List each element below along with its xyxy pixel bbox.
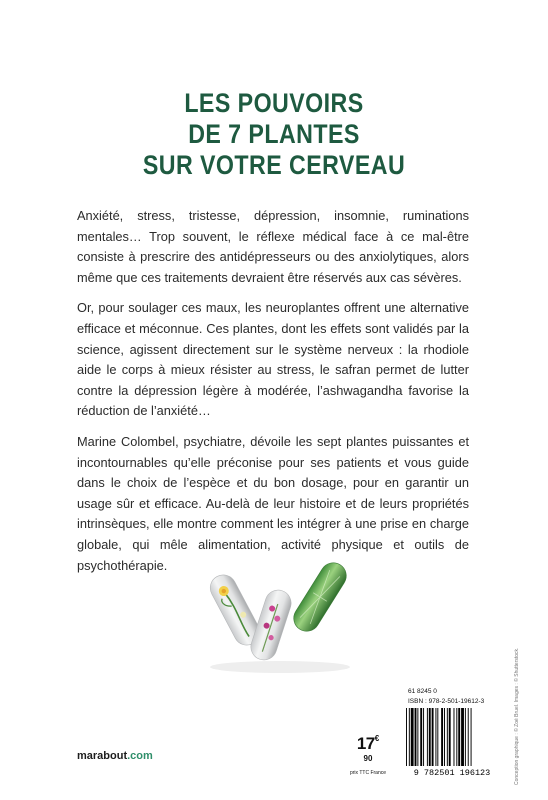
title-line-1: LES POUVOIRS [184,88,364,118]
barcode [402,706,502,778]
title-line-3: SUR VOTRE CERVEAU [142,150,406,180]
barcode-digits: 9 782501 196123 [413,768,491,778]
herbal-capsules-illustration [205,555,355,675]
title-line-2: DE 7 PLANTES [188,119,360,149]
isbn-label: ISBN : 978-2-501-19612-3 [408,698,485,705]
price-note: prix TTC France [349,770,387,776]
price-cents: 90 [363,754,373,763]
price-tag [348,734,388,776]
capsule-right [289,558,351,636]
back-cover-title [38,88,509,181]
price-currency: € [374,734,380,743]
publisher-logo [77,750,153,762]
blurb-paragraph-3: Marine Colombel, psychiatre, dévoile les sept plantes puissantes et incontournables qu’elle préconise pour ses patients et vous guide dans le choix de l’espèce et du bon dosage, pour en garantir un usage sûr et efficace. Au-delà de leur histoire et de leurs propriétés intrinsèques, elle montre comment les intégrer à une prise en charge globale, qui mêle alimentation, activité physique et outils de psychothérapie. [77,433,469,573]
publisher-suffix: .com [127,750,153,762]
blurb-paragraph-1: Anxiété, stress, tristesse, dépression, insomnie, ruminations mentales… Trop souvent, le réflexe médical face à ce mal-être consiste à prescrire des antidépresseurs ou des anxiolytiques, alors même que ces traitements devraient être réservés aux cas sévères. [77,208,469,285]
publisher-name: marabout [77,750,128,762]
price-euros: 17 [356,734,375,753]
blurb [77,206,469,586]
blurb-paragraph-2: Or, pour soulager ces maux, les neuroplantes offrent une alternative efficace et méconnue. Ces plantes, dont les effets sont validés par la science, agissent directement sur le système nerveux : la rhodiole aide le corps à mieux résister au stress, le safran permet de lutter contre la dépression légère à modérée, l’ashwagandha favorise la réduction de l’anxiété… [77,300,469,419]
image-credits: Conception graphique : © Zoé Bruel. Images : © Shutterstock. [514,647,520,785]
product-code: 61 8245 0 [408,688,437,695]
